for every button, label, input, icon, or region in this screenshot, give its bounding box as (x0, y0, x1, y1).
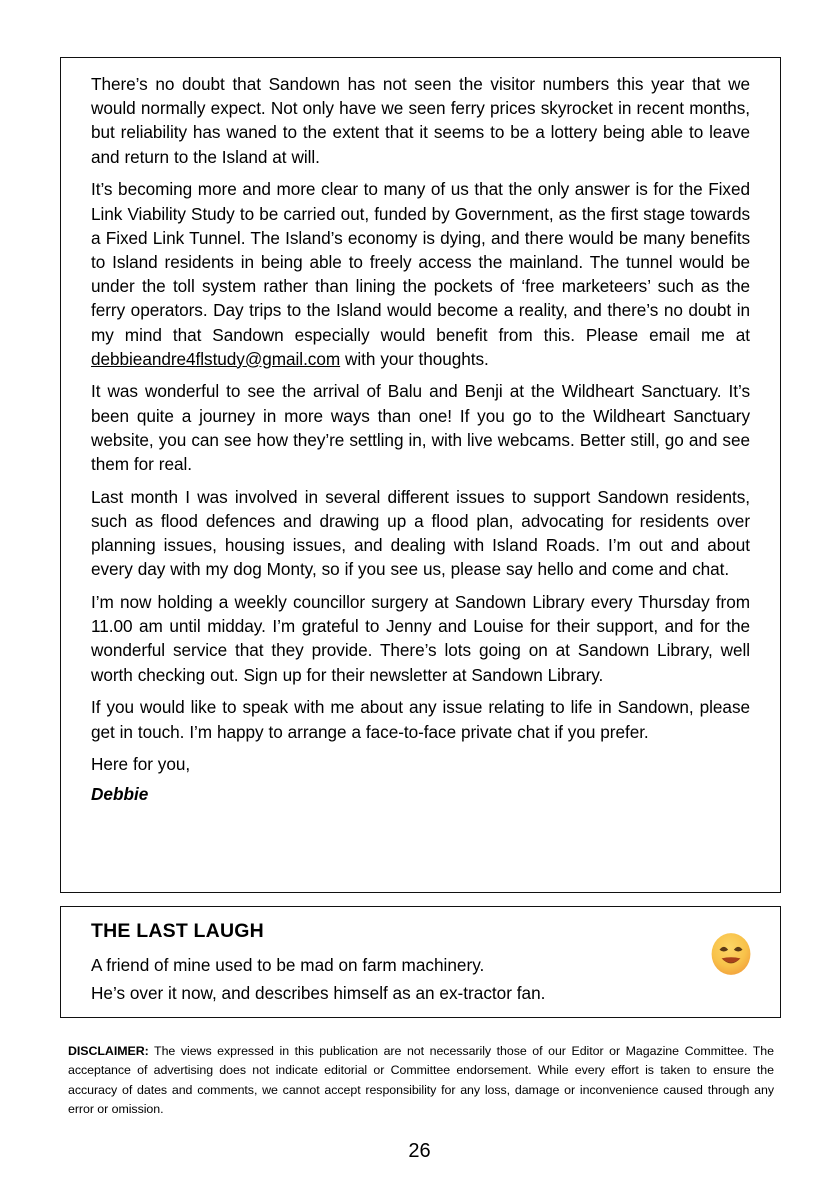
email-link[interactable]: debbieandre4flstudy@gmail.com (91, 348, 341, 369)
disclaimer-label: DISCLAIMER: (68, 1044, 149, 1058)
disclaimer-body: The views expressed in this publication are not necessarily those of our Editor or Magazine Committee. The acceptance of advertising does not indicate editorial or Committee endorsement. While every effort is taken to ensure the accuracy of dates and comments, we cannot accept responsibility for any loss, damage or inconvenience caused through any error or omission. (68, 1044, 774, 1116)
last-laugh-heading: THE LAST LAUGH (91, 920, 264, 942)
letter-closing: Here for you, (91, 754, 191, 775)
letter-paragraph-2-tail: with your thoughts. (340, 348, 489, 369)
last-laugh-line-2: He’s over it now, and describes himself as an ex-tractor fan. (91, 983, 546, 1003)
letter-paragraph-6: If you would like to speak with me about any issue relating to life in Sandown, please get in touch. I’m happy to arrange a face-to-face private chat if you prefer. (91, 697, 750, 742)
letter-signature: Debbie (91, 784, 149, 805)
letter-paragraph-1: There’s no doubt that Sandown has not seen the visitor numbers this year that we would normally expect. Not only have we seen ferry prices skyrocket in recent months, but reliability has waned to the extent that it seems to be a lottery being able to leave and return to the Island at will. (91, 74, 750, 167)
page-number: 26 (408, 1140, 431, 1162)
letter-paragraph-2-text: It’s becoming more and more clear to many of us that the only answer is for the Fixed Link Viability Study to be carried out, funded by Government, as the first stage towards a Fixed Link Tunnel. The Island’s economy is dying, and there would be many benefits to Island residents in being able to freely access the mainland. The tunnel would be under the toll system rather than lining the pockets of ‘free marketeers’ such as the ferry operators. Day trips to the Island would become a reality, and there’s no doubt in my mind that Sandown especially would benefit from this. Please email me at (91, 179, 750, 345)
councillor-letter-box (60, 57, 781, 893)
letter-paragraph-5: I’m now holding a weekly councillor surgery at Sandown Library every Thursday from 11.00 am until midday. I’m grateful to Jenny and Louise for their support, and for the wonderful service that they provide. There’s lots going on at Sandown Library, well worth checking out. Sign up for their newsletter at Sandown Library. (91, 592, 750, 685)
letter-paragraph-4: Last month I was involved in several different issues to support Sandown residents, such as flood defences and drawing up a flood plan, advocating for residents over planning issues, housing issues, and dealing with Island Roads. I’m out and about every day with my dog Monty, so if you see us, please say hello and come and chat. (91, 486, 750, 580)
last-laugh-box (60, 906, 781, 1018)
letter-paragraph-3: It was wonderful to see the arrival of Balu and Benji at the Wildheart Sanctuary. It’s been quite a journey in more ways than one! If you go to the Wildheart Sanctuary website, you can see how they’re settling in, with live webcams. Better still, go and see them for real. (91, 381, 750, 475)
last-laugh-line-1: A friend of mine used to be mad on farm machinery. (91, 955, 485, 975)
letter-paragraph-2 (91, 177, 750, 371)
smiling-face-with-smiling-eyes-icon (708, 931, 754, 977)
disclaimer-text (68, 1042, 774, 1119)
